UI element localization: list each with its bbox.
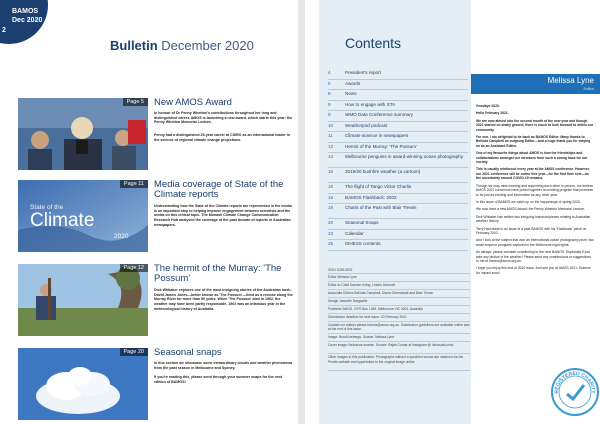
letter-paragraph: Hello February 2021. bbox=[476, 111, 509, 116]
title-date: December 2020 bbox=[161, 38, 254, 53]
toc-item[interactable] bbox=[328, 205, 478, 213]
info-line: ISSN 1035-6576 bbox=[328, 267, 353, 272]
info-divider bbox=[328, 289, 470, 290]
story-summary: Dick Whitaker explores one of the most intriguing stories of the Australian bush. David James Jones—better known as 'The Possum'—lived as a recluse along the Murray River for more than 50 years. When 'The Possum' died in 1962, the weather may have been partly responsible. 1962 was an infamous year in the meteorological history of Australia. bbox=[154, 288, 293, 311]
editor-header bbox=[471, 74, 600, 94]
info-line: Design Jeanette Dargaville bbox=[328, 299, 368, 304]
info-divider bbox=[328, 281, 470, 282]
registered-charity-seal bbox=[551, 368, 599, 416]
toc-divider bbox=[328, 203, 468, 204]
page-tag: Page 20 bbox=[120, 348, 149, 356]
toc-divider bbox=[328, 121, 468, 122]
letter-paragraph: Dick Whitaker has written two intriguing historical pieces relating to Australian weather history. bbox=[476, 214, 591, 224]
info-line: Contact our editors please bamos@amos.org.au. Submission guidelines are available online and at the end of this issue. bbox=[328, 322, 470, 332]
toc-page-number: 9 bbox=[328, 112, 331, 117]
toc-page-number: 16 bbox=[328, 184, 334, 189]
toc-item[interactable] bbox=[328, 195, 478, 203]
toc-page-number: 15 bbox=[328, 169, 334, 174]
toc-divider bbox=[328, 193, 468, 194]
letter-paragraph: Terry Hart leads in an issue of a past BAMOS with his 'Flashback' piece on February 2002. bbox=[476, 226, 587, 235]
toc-item[interactable] bbox=[328, 184, 478, 192]
photo-cloud-sky bbox=[18, 348, 148, 420]
toc-item[interactable] bbox=[328, 102, 478, 110]
toc-item[interactable] bbox=[328, 91, 478, 99]
photo-speaker bbox=[18, 98, 148, 170]
toc-divider bbox=[328, 131, 468, 132]
info-divider bbox=[328, 321, 470, 322]
toc-item[interactable] bbox=[328, 241, 478, 249]
story-seasonal-snaps[interactable] bbox=[18, 347, 293, 420]
story-title[interactable]: Media coverage of State of the Climate reports bbox=[154, 179, 284, 200]
toc-page-number: 11 bbox=[328, 133, 333, 138]
toc-page-number: 9 bbox=[328, 101, 331, 107]
toc-page-number: 25 bbox=[328, 241, 334, 246]
info-divider bbox=[328, 353, 470, 354]
page-tag: Page 12 bbox=[120, 264, 149, 272]
toc-item[interactable] bbox=[328, 70, 478, 78]
toc-divider bbox=[328, 110, 468, 111]
cover-text-line3: 2020 bbox=[114, 233, 129, 240]
toc-item[interactable] bbox=[328, 154, 478, 162]
story-new-amos-award[interactable] bbox=[18, 97, 293, 170]
contents-title: Contents bbox=[345, 35, 402, 51]
toc-page-number: 8 bbox=[328, 91, 331, 96]
toc-label: 2019/20 bushfire weather (a cartoon) bbox=[345, 169, 421, 174]
toc-label: News bbox=[345, 91, 357, 96]
toc-page-number: 12 bbox=[328, 143, 334, 149]
toc-label: President's report bbox=[345, 70, 381, 75]
toc-divider bbox=[328, 239, 468, 240]
toc-label: Awards bbox=[345, 80, 361, 86]
story-photo-hermit bbox=[18, 264, 148, 336]
letter-paragraph: Though we may miss meeting and supporting each other in person, our tireless AMOS 2021 convenors have pulled together an exciting program that promises to be just as exciting and informative as any other year. bbox=[476, 183, 594, 197]
toc-page-number: 19 bbox=[328, 205, 334, 210]
letter-paragraph: And I look at the subject that won an international ocean photography prize: two small emperor penguins captured in the Melbourne night lights. bbox=[476, 238, 594, 247]
toc-page-number: 23 bbox=[328, 230, 334, 236]
info-divider bbox=[328, 297, 470, 298]
badge-publication: BAMOS bbox=[12, 8, 39, 15]
toc-divider bbox=[328, 152, 468, 153]
toc-page-number: 14 bbox=[328, 154, 334, 159]
story-summary-2: Penny had a distinguished 25-year career at CSIRO as an international leader in the science of regional climate change projections. bbox=[154, 133, 291, 142]
info-divider bbox=[328, 313, 470, 314]
toc-divider bbox=[328, 229, 468, 230]
letter-paragraph: Goodbye 2020. bbox=[476, 104, 500, 108]
toc-label: Hermit of the Murray: 'The Possum' bbox=[345, 143, 417, 149]
story-call-to-action: If you're reading this, please send through your summer snaps for the next edition of BAMOS! bbox=[154, 375, 283, 384]
editor-letter bbox=[476, 104, 594, 278]
editor-role: Editor bbox=[583, 86, 594, 91]
info-divider bbox=[328, 333, 470, 334]
toc-item[interactable] bbox=[328, 123, 478, 131]
story-title[interactable]: New AMOS Award bbox=[154, 97, 232, 108]
toc-label: Calendar bbox=[345, 230, 364, 236]
info-line: Publisher AMOS, GPO Box 1289, Melbourne VIC 3001, Australia bbox=[328, 307, 423, 311]
story-summary: In this section we showcase some extraordinary clouds and weather phenomena from the past season in Melbourne and Sydney. bbox=[154, 361, 293, 370]
letter-paragraph: We are now almost into the second month of the new year and though 2021 started on shaky ground, there is much to look forward to within our community. bbox=[476, 118, 594, 132]
page-tag: Page 5 bbox=[123, 98, 148, 106]
toc-page-number: 18 bbox=[328, 194, 334, 200]
toc-item[interactable] bbox=[328, 169, 478, 177]
letter-paragraph: We now have a new AMOS Award: the Penny Whetton Memorial Lecture. bbox=[476, 207, 585, 212]
info-line: Editor-in-Chief Damien Irving, Linden Ashcroft bbox=[328, 283, 395, 288]
toc-divider bbox=[328, 79, 468, 80]
letter-paragraph: For one, I am delighted to be back as BAMOS Editor. Many thanks to Belinda Campbell as outgoing Editor—and a huge thank you for staying on as an Assistant Editor. bbox=[476, 135, 591, 148]
toc-label: Climate science in newspapers bbox=[345, 133, 409, 138]
toc-divider bbox=[328, 167, 468, 168]
info-line: Submission deadline for next issue: 20 February 2021 bbox=[328, 314, 407, 319]
cover-text-line1: State of the bbox=[30, 204, 64, 211]
toc-label: WMO Data Conference summary bbox=[345, 112, 413, 117]
story-title[interactable]: The hermit of the Murray: 'The Possum' bbox=[154, 263, 282, 284]
toc-divider bbox=[328, 89, 468, 90]
letter-paragraph: In this issue of BAMOS we catch up on the happenings of spring 2020. bbox=[476, 199, 581, 204]
story-photo-climate-cover bbox=[18, 180, 148, 252]
story-summary: Understanding how the State of the Climate reports are represented in the media is an important step to helping improve engagement between scientists and the media on this critical topic. The Monash Climate Change Communication Research Hub analysed the coverage of the past decade of reports in Australian newspapers. bbox=[154, 204, 292, 227]
toc-page-number: 10 bbox=[328, 122, 334, 128]
badge-issue-date: Dec 2020 bbox=[12, 17, 43, 24]
letter-paragraph: This is usually reinforced every year at the AMOS conference. However, our 2021 conference will be online this year—for the first time ever—as the uncertainty around COVID-19 remains. bbox=[476, 167, 590, 181]
info-divider bbox=[328, 341, 470, 342]
toc-label: Charts of the Past with Blair Trewin bbox=[345, 205, 417, 210]
left-page bbox=[0, 0, 298, 424]
info-line: Other images in this publication: Photographs without a specified source are obtained via the Pexels website and hyperlinked to the original image online. bbox=[328, 355, 464, 364]
charity-seal-icon bbox=[551, 368, 599, 416]
story-photo-clouds bbox=[18, 348, 148, 420]
title-bold: Bulletin bbox=[110, 38, 158, 53]
story-state-of-climate[interactable] bbox=[18, 180, 290, 252]
seal-text: REGISTERED CHARITY bbox=[553, 370, 597, 394]
letter-paragraph: One of my favourite things about AMOS is how the friendships and collaborations amongst our members form such a strong base for our society. bbox=[476, 151, 588, 165]
toc-label: Seasonal Snaps bbox=[345, 220, 379, 225]
cover-text-line2: Climate bbox=[30, 210, 95, 231]
toc-label: ISHESS contents bbox=[345, 241, 381, 246]
story-hermit-of-murray[interactable] bbox=[18, 263, 293, 336]
toc-item[interactable] bbox=[328, 133, 478, 141]
info-divider bbox=[328, 273, 470, 274]
editor-name: Melissa Lyne bbox=[547, 76, 594, 85]
toc-label: Weatherpod podcast bbox=[345, 122, 388, 128]
toc-item[interactable] bbox=[328, 81, 478, 89]
right-page bbox=[305, 0, 600, 424]
story-summary: In honour of Dr Penny Whetton's contributions throughout her long and distinguished career, AMOS is launching a new award, which starts this year: the Penny Whetton Memorial Lecture. bbox=[154, 111, 293, 125]
toc-item[interactable] bbox=[328, 144, 478, 152]
toc-label: The flight of Tango Victor Charlie bbox=[345, 184, 412, 189]
story-title[interactable]: Seasonal snaps bbox=[154, 347, 222, 358]
info-line: Cover image: Nebulous sunrise. Source: Rajah Cumar at Instagram @ hkvisuals.xmul bbox=[328, 343, 454, 347]
info-line: Editor Melissa Lyne bbox=[328, 275, 357, 280]
toc-label: BAMOS Flashback: 2002 bbox=[345, 194, 397, 200]
toc-page-number: 5 bbox=[328, 80, 331, 86]
toc-label: How to engage with STA bbox=[345, 101, 396, 107]
toc-item[interactable] bbox=[328, 231, 478, 239]
letter-paragraph: I hope you enjoy this end of 2020 issue. And see you at AMOS 2021: Science for Impact soon! bbox=[476, 266, 591, 275]
contents-column bbox=[319, 0, 471, 424]
info-line: Image: Bondi Icebergs. Source: Melissa Lyne bbox=[328, 335, 395, 340]
toc-page-number: 20 bbox=[328, 220, 334, 225]
toc-divider bbox=[328, 182, 468, 183]
toc-label: Melbourne penguins in award-winning ocean photography bbox=[345, 154, 463, 159]
info-line: Associate Editors Belinda Campbell, Diana Greenslade and Blair Trewin bbox=[328, 291, 434, 296]
page-title bbox=[110, 38, 254, 53]
info-divider bbox=[328, 305, 470, 306]
photo-bush-river bbox=[18, 264, 148, 336]
page-number: 2 bbox=[2, 27, 6, 34]
page-tag: Page 11 bbox=[120, 180, 148, 188]
toc-divider bbox=[328, 100, 468, 101]
info-divider bbox=[328, 370, 470, 371]
toc-divider bbox=[328, 218, 468, 219]
toc-item[interactable] bbox=[328, 112, 478, 120]
toc-divider bbox=[328, 250, 468, 251]
toc-divider bbox=[328, 142, 468, 143]
toc-item[interactable] bbox=[328, 220, 478, 228]
story-photo-award bbox=[18, 98, 148, 170]
toc-page-number: 4 bbox=[328, 70, 331, 75]
letter-paragraph: As always, please consider contributing to the next BAMOS. Especially if you take any photos of the weather! Please send any contributions or suggestions to me at bamos@amos.org.au. bbox=[476, 250, 591, 263]
